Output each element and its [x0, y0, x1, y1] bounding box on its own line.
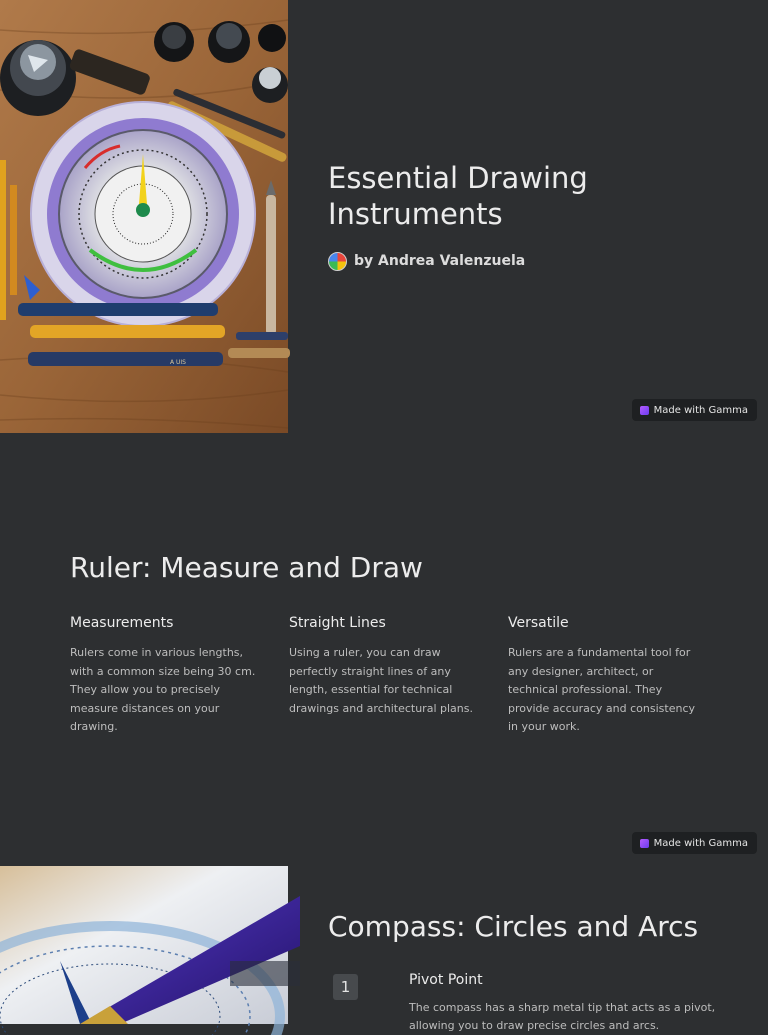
author-line	[328, 250, 525, 272]
column-body: Using a ruler, you can draw perfectly straight lines of any length, essential for technical drawings and architectural plans.	[289, 646, 473, 715]
step-number-badge: 1	[333, 974, 358, 1000]
column-measurements	[70, 615, 260, 737]
page-title: Essential Drawing Instruments	[328, 161, 588, 231]
column-body: Rulers come in various lengths, with a common size being 30 cm. They allow you to precisely measure distances on your drawing.	[70, 646, 256, 733]
slide-title: Compass: Circles and Arcs	[328, 910, 699, 943]
title-slide	[0, 0, 768, 433]
column-straight-lines	[289, 615, 479, 718]
compass-image	[0, 866, 288, 1024]
badge-label: Made with Gamma	[653, 404, 748, 416]
column-heading: Versatile	[508, 615, 569, 631]
gamma-logo-icon	[640, 839, 649, 848]
compass-slide	[0, 866, 768, 1032]
ruler-slide	[0, 433, 768, 866]
column-body: Rulers are a fundamental tool for any designer, architect, or technical professional. They provide accuracy and consistency in your work.	[508, 646, 695, 733]
slide-title: Ruler: Measure and Draw	[70, 551, 423, 584]
step-description: The compass has a sharp metal tip that acts as a pivot, allowing you to draw precise circles and arcs.	[409, 1001, 716, 1032]
made-with-gamma-badge[interactable]	[632, 399, 757, 421]
column-heading: Measurements	[70, 615, 174, 631]
column-versatile	[508, 615, 698, 737]
made-with-gamma-badge[interactable]	[632, 832, 757, 854]
avatar	[328, 252, 347, 271]
image-ruler-text: A UIS	[170, 359, 186, 366]
step-title: Pivot Point	[409, 972, 483, 988]
badge-label: Made with Gamma	[653, 837, 748, 849]
author-name: by Andrea Valenzuela	[354, 253, 526, 269]
drawing-instruments-image	[0, 0, 288, 433]
column-heading: Straight Lines	[289, 615, 386, 631]
gamma-logo-icon	[640, 406, 649, 415]
